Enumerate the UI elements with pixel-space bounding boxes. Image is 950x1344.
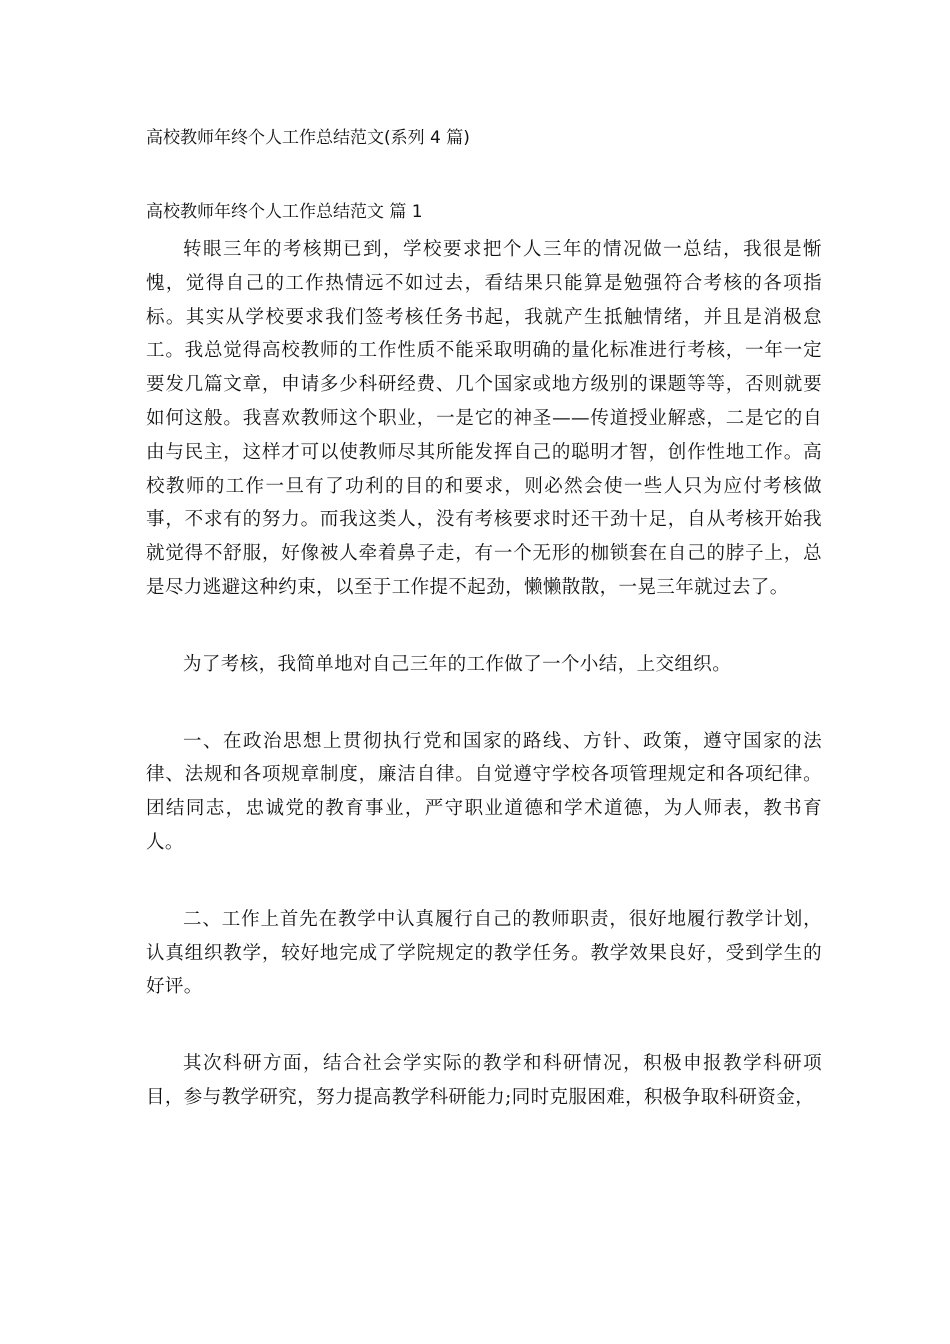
- paragraph-politics: 一、在政治思想上贯彻执行党和国家的路线、方针、政策，遵守国家的法律、法规和各项规章制度，廉洁自律。自觉遵守学校各项管理规定和各项纪律。团结同志，忠诚党的教育事业，严守职业道德和学术道德，为人师表，教书育人。: [146, 730, 822, 853]
- paragraph-intro: 转眼三年的考核期已到，学校要求把个人三年的情况做一总结，我很是惭愧，觉得自己的工作热情远不如过去，看结果只能算是勉强符合考核的各项指标。其实从学校要求我们签考核任务书起，我就产生抵触情绪，并且是消极怠工。我总觉得高校教师的工作性质不能采取明确的量化标准进行考核，一年一定要发几篇文章，申请多少科研经费、几个国家或地方级别的课题等等，否则就要如何这般。我喜欢教师这个职业，一是它的神圣——传道授业解惑，二是它的自由与民主，这样才可以使教师尽其所能发挥自己的聪明才智，创作性地工作。高校教师的工作一旦有了功利的目的和要求，则必然会使一些人只为应付考核做事，不求有的努力。而我这类人，没有考核要求时还干劲十足，自从考核开始我就觉得不舒服，好像被人牵着鼻子走，有一个无形的枷锁套在自己的脖子上，总是尽力逃避这种约束，以至于工作提不起劲，懒懒散散，一晃三年就过去了。: [146, 239, 822, 598]
- paragraph-teaching: 二、工作上首先在教学中认真履行自己的教师职责，很好地履行教学计划，认真组织教学，较好地完成了学院规定的教学任务。教学效果良好，受到学生的好评。: [146, 908, 822, 998]
- document-title: 高校教师年终个人工作总结范文(系列 4 篇): [146, 128, 470, 148]
- paragraph-summary-note: 为了考核，我简单地对自己三年的工作做了一个小结，上交组织。: [183, 653, 732, 675]
- section-title: 高校教师年终个人工作总结范文 篇 1: [146, 202, 423, 222]
- document-body: [146, 233, 822, 1115]
- paragraph-research: 其次科研方面，结合社会学实际的教学和科研情况，积极申报教学科研项目，参与教学研究，努力提高教学科研能力;同时克服困难，积极争取科研资金，: [146, 1053, 822, 1108]
